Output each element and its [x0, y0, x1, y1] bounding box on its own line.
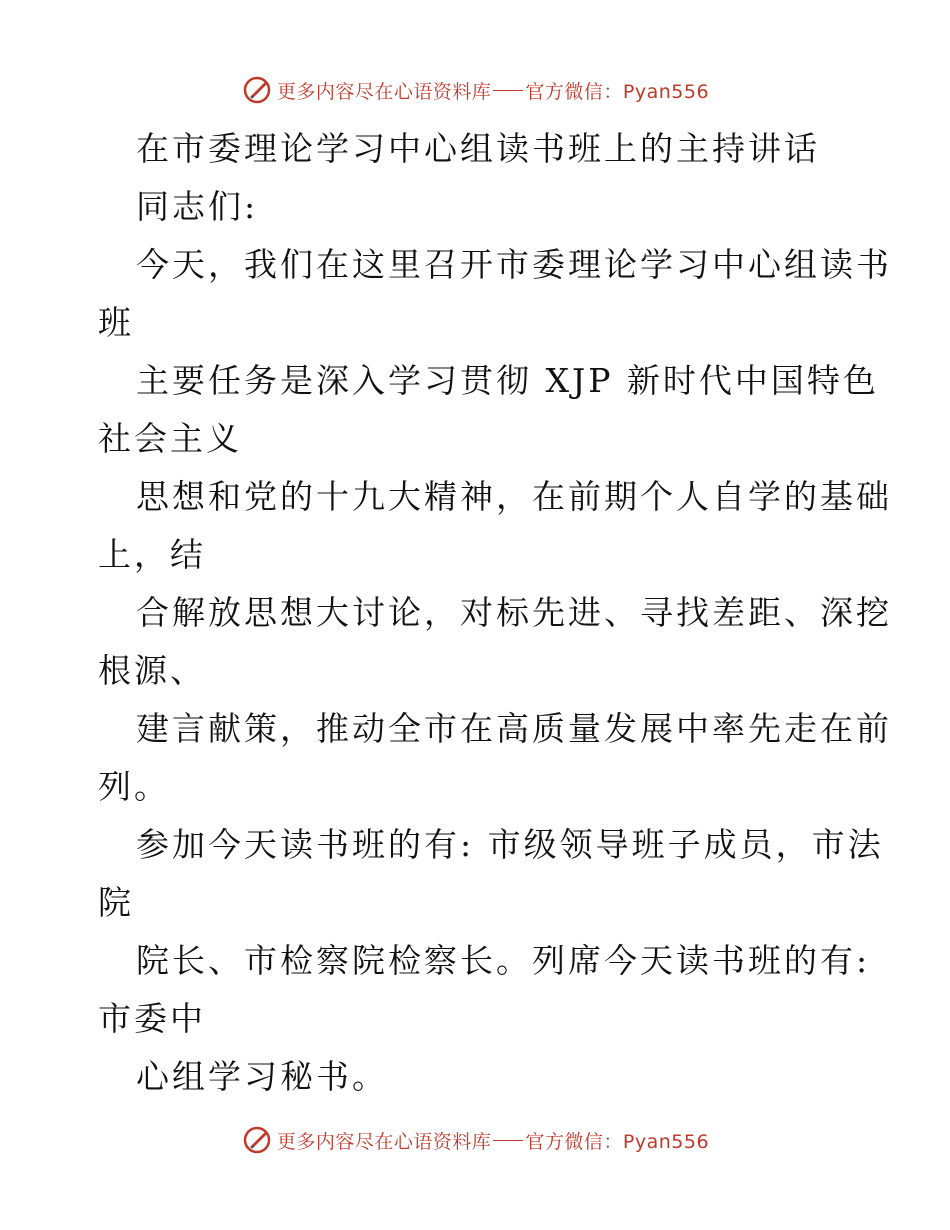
document-title: 在市委理论学习中心组读书班上的主持讲话	[136, 129, 820, 168]
footer-banner	[0, 1120, 950, 1160]
document-body	[98, 120, 892, 1106]
paragraph-line: 市委中	[98, 999, 206, 1038]
paragraph-line: 参加今天读书班的有: 市级领导班子成员，市法	[136, 825, 884, 864]
paragraph-line: 思想和党的十九大精神，在前期个人自学的基础	[136, 477, 892, 516]
banner-text: 更多内容尽在心语资料库	[276, 1130, 492, 1153]
banner-suffix: 官方微信：Pyan556	[525, 80, 710, 103]
paragraph-line: 上，结	[98, 535, 206, 574]
paragraph-line: 社会主义	[98, 419, 242, 458]
header-banner	[0, 70, 950, 110]
paragraph-line: 班	[98, 303, 134, 342]
paragraph-line: 院长、市检察院检察长。列席今天读书班的有:	[136, 941, 871, 980]
banner-suffix: 官方微信：Pyan556	[525, 1130, 710, 1153]
paragraph-line: 建言献策，推动全市在高质量发展中率先走在前	[136, 709, 892, 748]
paragraph-line: 根源、	[98, 651, 206, 690]
paragraph-line: 合解放思想大讨论，对标先进、寻找差距、深挖	[136, 593, 892, 632]
pen-logo-icon	[241, 74, 273, 106]
salutation: 同志们:	[136, 187, 259, 226]
pen-logo-icon	[241, 1124, 273, 1156]
banner-separator	[493, 1140, 523, 1141]
banner-text: 更多内容尽在心语资料库	[276, 80, 492, 103]
paragraph-line: 心组学习秘书。	[136, 1057, 388, 1096]
banner-separator	[493, 90, 523, 91]
paragraph-line: 主要任务是深入学习贯彻 XJP 新时代中国特色	[136, 361, 879, 400]
paragraph-line: 列。	[98, 767, 170, 806]
paragraph-line: 今天，我们在这里召开市委理论学习中心组读书	[136, 245, 892, 284]
paragraph-line: 院	[98, 883, 134, 922]
